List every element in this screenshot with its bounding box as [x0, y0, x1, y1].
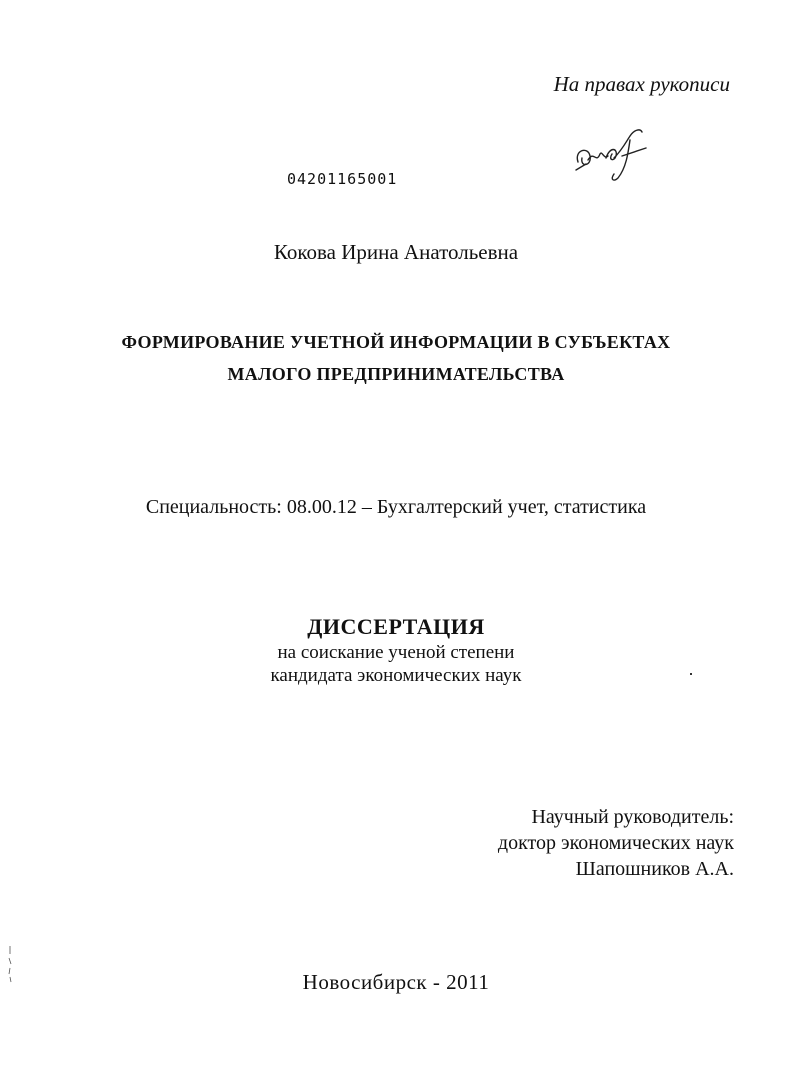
document-type-heading: ДИССЕРТАЦИЯ — [307, 614, 485, 639]
scan-speck — [690, 673, 692, 675]
author-name: Кокова Ирина Анатольевна — [273, 240, 519, 264]
supervisor-name: Шапошников А.А. — [575, 858, 734, 880]
inventory-number: 04201165001 — [287, 170, 398, 188]
degree-line-2: кандидата экономических наук — [270, 665, 522, 686]
degree-line-1: на соискание ученой степени — [277, 642, 515, 663]
specialty-line: Специальность: 08.00.12 – Бухгалтерский учет, статистика — [145, 496, 647, 518]
manuscript-rights-note: На правах рукописи — [553, 72, 730, 96]
supervisor-label: Научный руководитель: — [531, 806, 734, 828]
supervisor-degree: доктор экономических наук — [497, 832, 734, 854]
handwritten-signature — [570, 120, 660, 192]
city-year: Новосибирск - 2011 — [302, 970, 490, 994]
dissertation-title-line-2: МАЛОГО ПРЕДПРИНИМАТЕЛЬСТВА — [227, 364, 565, 384]
dissertation-title-line-1: ФОРМИРОВАНИЕ УЧЕТНОЙ ИНФОРМАЦИИ В СУБЪЕКТАХ — [121, 332, 671, 352]
